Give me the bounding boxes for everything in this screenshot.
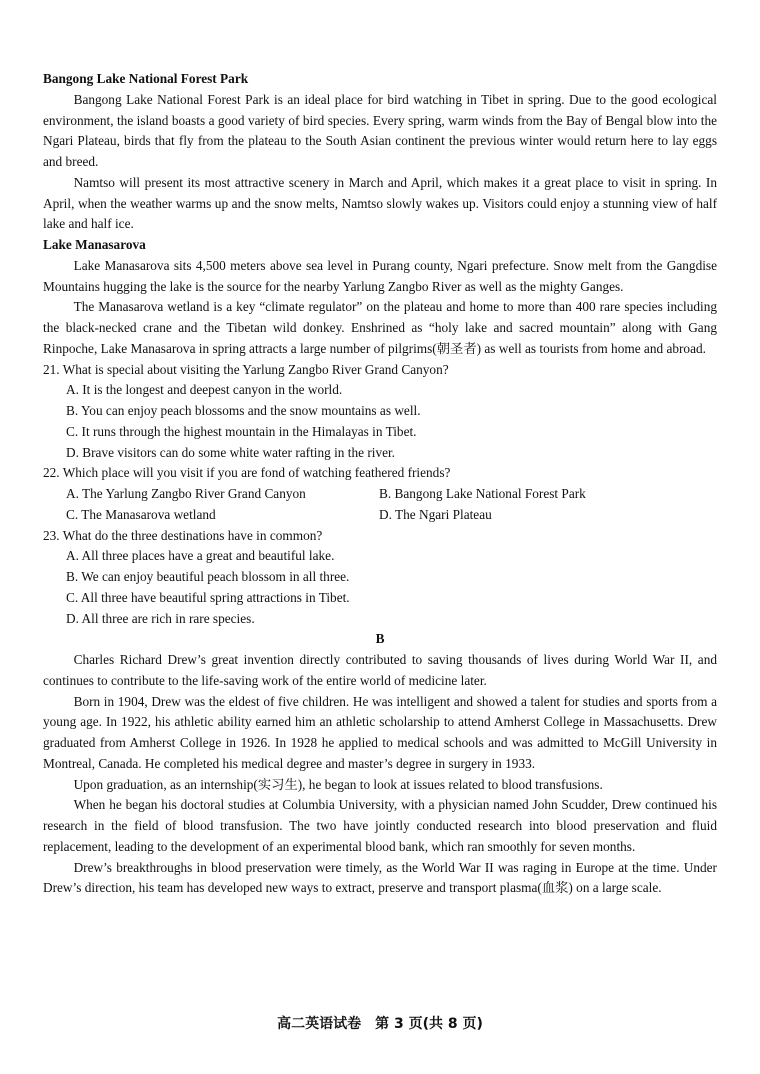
question-stem: 23. What do the three destinations have in common? — [43, 527, 323, 543]
option-b: B. Bangong Lake National Forest Park — [379, 486, 586, 501]
paragraph: Born in 1904, Drew was the eldest of five children. He was intelligent and showed a talent for studies and sports from a young age. In 1922, his athletic ability earned him an athletic scholarship to attend Amherst College in Massachusetts. Drew graduated from Amherst College in 1926. In 1928 he applied to medical schools and was admitted to McGill University in Montreal, Canada. He completed his medical degree and master’s degree in surgery in 1933. — [43, 693, 717, 771]
option-d: D. The Ngari Plateau — [379, 506, 492, 522]
paragraph: Lake Manasarova sits 4,500 meters above sea level in Purang county, Ngari prefecture. Snow melt from the Gangdise Mountains hugging the lake is the source for the nearby Yarlung Zangbo River as well as the mighty Ganges. — [43, 257, 717, 294]
option-row — [43, 484, 717, 505]
question-stem: 22. Which place will you visit if you are fond of watching feathered friends? — [43, 465, 451, 481]
option-b: B. We can enjoy beautiful peach blossom in all three. — [66, 569, 350, 584]
option-a: A. It is the longest and deepest canyon in the world. — [66, 382, 343, 398]
question-stem: 21. What is special about visiting the Yarlung Zangbo River Grand Canyon? — [43, 361, 449, 377]
option-c: C. The Manasarova wetland — [66, 506, 216, 522]
option-a: A. The Yarlung Zangbo River Grand Canyon — [66, 486, 306, 501]
option-c: C. It runs through the highest mountain in the Himalayas in Tibet. — [66, 423, 417, 439]
passage-letter: B — [375, 631, 385, 647]
paragraph: Namtso will present its most attractive scenery in March and April, which makes it a great place to visit in spring. In April, when the weather warms up and the snow melts, Namtso slowly wakes up. Visitors could enjoy a stunning view of half lake and half ice. — [43, 174, 717, 232]
section-title-manasarova: Lake Manasarova — [43, 237, 146, 252]
paragraph: Bangong Lake National Forest Park is an ideal place for bird watching in Tibet in spring. Due to the good ecological environment, the island boasts a good variety of bird species. Every spring, warm winds from the Bay of Bengal blow into the Ngari Plateau, birds that fly from the plateau to the South Asian continent the previous winter would return here to lay eggs and breed. — [43, 91, 717, 169]
option-b: B. You can enjoy peach blossoms and the snow mountains as well. — [66, 403, 421, 418]
option-d: D. Brave visitors can do some white water rafting in the river. — [66, 444, 396, 460]
paragraph: Upon graduation, as an internship(实习生), he began to look at issues related to blood transfusions. — [73, 776, 603, 792]
question-21 — [43, 360, 717, 464]
option-a: A. All three places have a great and beautiful lake. — [66, 548, 335, 564]
question-23 — [43, 526, 717, 630]
question-22 — [43, 463, 717, 525]
paragraph: Charles Richard Drew’s great invention directly contributed to saving thousands of lives during World War II, and continues to contribute to the life-saving work of the entire world of medicine later. — [43, 652, 717, 688]
paragraph: When he began his doctoral studies at Columbia University, with a physician named John Scudder, Drew continued his research in the field of blood transfusion. The two have jointly conducted research into blood preservation and fluid replacement, leading to the development of an experimental blood bank, which ran smoothly for seven months. — [43, 797, 717, 854]
option-d: D. All three are rich in rare species. — [66, 610, 255, 626]
section-title-bangong: Bangong Lake National Forest Park — [43, 71, 249, 86]
option-c: C. All three have beautiful spring attractions in Tibet. — [66, 589, 350, 605]
page-footer: 高二英语试卷 第 3 页(共 8 页) — [277, 1016, 483, 1032]
option-row — [43, 505, 717, 526]
paragraph: Drew’s breakthroughs in blood preservation were timely, as the World War II was raging in Europe at the time. Under Drew’s direction, his team has developed new ways to extract, preserve and transport plasma(血浆) on a large scale. — [43, 859, 717, 896]
paragraph: The Manasarova wetland is a key “climate regulator” on the plateau and home to more than 400 rare species including the black-necked crane and the Tibetan wild donkey. Enshrined as “holy lake and sacred mountain” along with Gang Rinpoche, Lake Manasarova in spring attracts a large number of pilgrims(朝圣者) as well as tourists from home and abroad. — [43, 299, 717, 356]
